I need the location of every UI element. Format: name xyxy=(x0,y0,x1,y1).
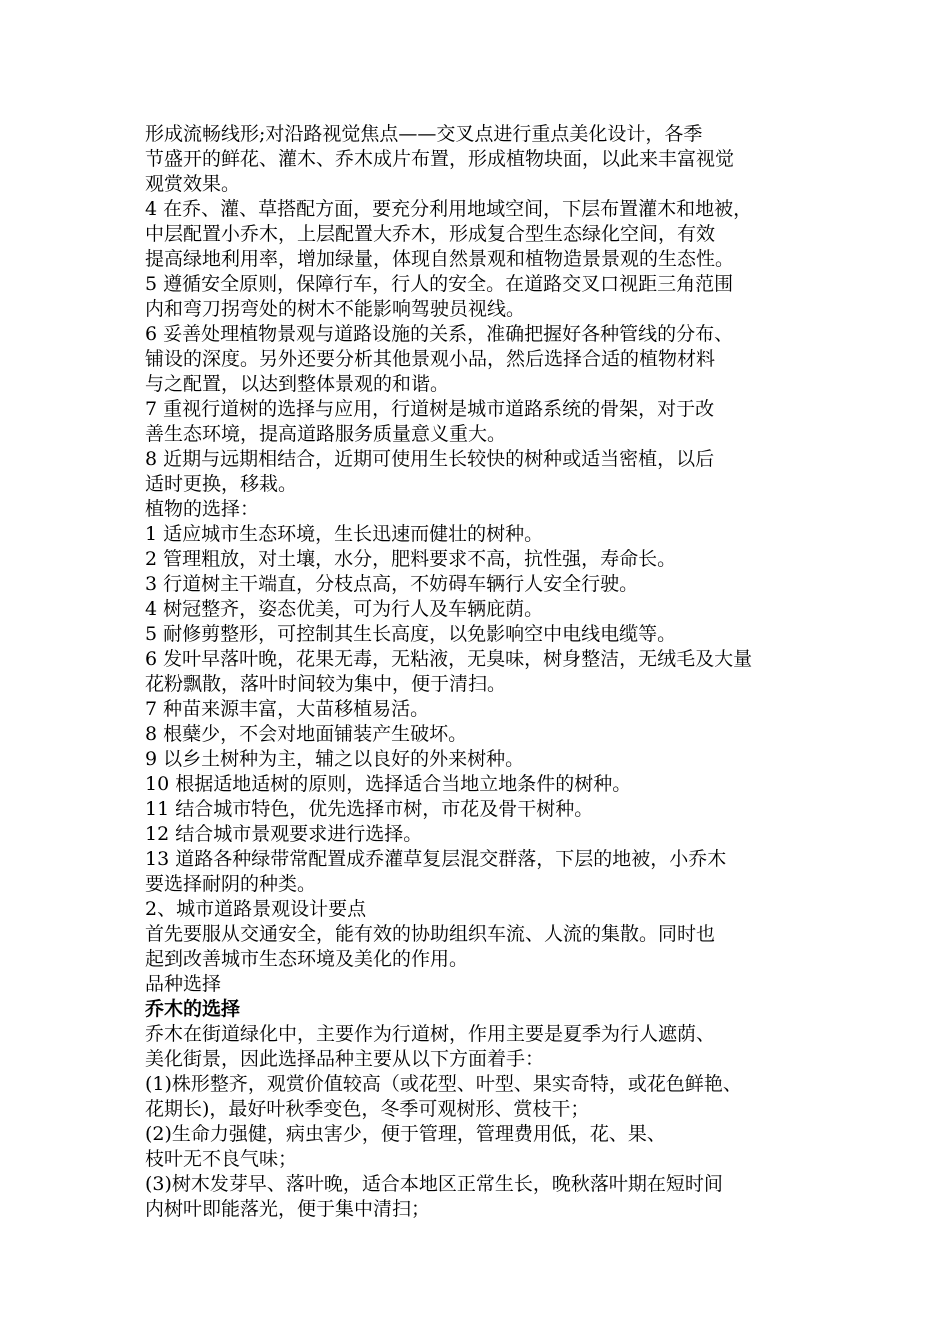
list-item: 11 结合城市特色，优先选择市树，市花及骨干树种。 xyxy=(145,798,594,820)
list-item: 2 管理粗放，对土壤，水分，肥料要求不高，抗性强，寿命长。 xyxy=(145,548,677,570)
text-line: 形成流畅线形;对沿路视觉焦点——交叉点进行重点美化设计，各季 xyxy=(145,123,703,145)
list-item: 13 道路各种绿带常配置成乔灌草复层混交群落，下层的地被，小乔木 xyxy=(145,848,727,870)
list-item: 枝叶无不良气味； xyxy=(145,1148,298,1170)
text-line: 提高绿地利用率，增加绿量，体现自然景观和植物造景景观的生态性。 xyxy=(145,248,735,270)
list-item: 5 耐修剪整形，可控制其生长高度，以免影响空中电线电缆等。 xyxy=(145,623,677,645)
section-heading: 植物的选择： xyxy=(145,498,260,520)
text-line: 善生态环境，提高道路服务质量意义重大。 xyxy=(145,423,507,445)
text-line: 铺设的深度。另外还要分析其他景观小品，然后选择合适的植物材料 xyxy=(145,348,716,370)
text-line: 5 遵循安全原则，保障行车，行人的安全。在道路交叉口视距三角范围 xyxy=(145,273,734,295)
text-line: 适时更换，移栽。 xyxy=(145,473,298,495)
document-body xyxy=(145,122,815,1222)
list-item: (2)生命力强健，病虫害少，便于管理，管理费用低，花、果、 xyxy=(145,1123,666,1145)
section-heading: 2、城市道路景观设计要点 xyxy=(145,898,367,920)
text-line: 节盛开的鲜花、灌木、乔木成片布置，形成植物块面，以此来丰富视觉 xyxy=(145,148,735,170)
list-item: 1 适应城市生态环境，生长迅速而健壮的树种。 xyxy=(145,523,544,545)
list-item: 9 以乡土树种为主，辅之以良好的外来树种。 xyxy=(145,748,525,770)
list-item: (1)株形整齐，观赏价值较高（或花型、叶型、果实奇特，或花色鲜艳、 xyxy=(145,1073,742,1095)
text-line: 内和弯刀拐弯处的树木不能影响驾驶员视线。 xyxy=(145,298,526,320)
list-item: 12 结合城市景观要求进行选择。 xyxy=(145,823,423,845)
list-item: (3)树木发芽早、落叶晚，适合本地区正常生长，晚秋落叶期在短时间 xyxy=(145,1173,723,1195)
list-item: 7 种苗来源丰富，大苗移植易活。 xyxy=(145,698,430,720)
list-item: 3 行道树主干端直，分枝点高，不妨碍车辆行人安全行驶。 xyxy=(145,573,639,595)
text-line: 与之配置，以达到整体景观的和谐。 xyxy=(145,373,450,395)
text-line: 中层配置小乔木，上层配置大乔木，形成复合型生态绿化空间，有效 xyxy=(145,223,716,245)
text-line: 4 在乔、灌、草搭配方面，要充分利用地域空间，下层布置灌木和地被， xyxy=(145,198,753,220)
text-line: 首先要服从交通安全，能有效的协助组织车流、人流的集散。同时也 xyxy=(145,923,716,945)
list-item: 10 根据适地适树的原则，选择适合当地立地条件的树种。 xyxy=(145,773,632,795)
section-heading: 品种选择 xyxy=(145,973,222,995)
list-item: 4 树冠整齐，姿态优美，可为行人及车辆庇荫。 xyxy=(145,598,544,620)
text-line: 乔木在街道绿化中，主要作为行道树，作用主要是夏季为行人遮荫、 xyxy=(145,1023,716,1045)
list-item: 花粉飘散，落叶时间较为集中，便于清扫。 xyxy=(145,673,507,695)
text-line: 8 近期与远期相结合，近期可使用生长较快的树种或适当密植，以后 xyxy=(145,448,715,470)
text-line: 7 重视行道树的选择与应用，行道树是城市道路系统的骨架，对于改 xyxy=(145,398,715,420)
list-item: 内树叶即能落光，便于集中清扫； xyxy=(145,1198,431,1220)
list-item: 8 根蘖少，不会对地面铺装产生破坏。 xyxy=(145,723,468,745)
text-line: 6 妥善处理植物景观与道路设施的关系，准确把握好各种管线的分布、 xyxy=(145,323,734,345)
text-line: 起到改善城市生态环境及美化的作用。 xyxy=(145,948,469,970)
text-line: 观赏效果。 xyxy=(145,173,241,195)
list-item: 花期长)，最好叶秋季变色，冬季可观树形、赏枝干； xyxy=(145,1098,590,1120)
list-item: 要选择耐阴的种类。 xyxy=(145,873,317,895)
list-item: 6 发叶早落叶晚，花果无毒，无粘液，无臭味，树身整洁，无绒毛及大量 xyxy=(145,648,753,670)
text-line: 美化街景，因此选择品种主要从以下方面着手： xyxy=(145,1048,545,1070)
subsection-heading: 乔木的选择 xyxy=(145,998,241,1020)
